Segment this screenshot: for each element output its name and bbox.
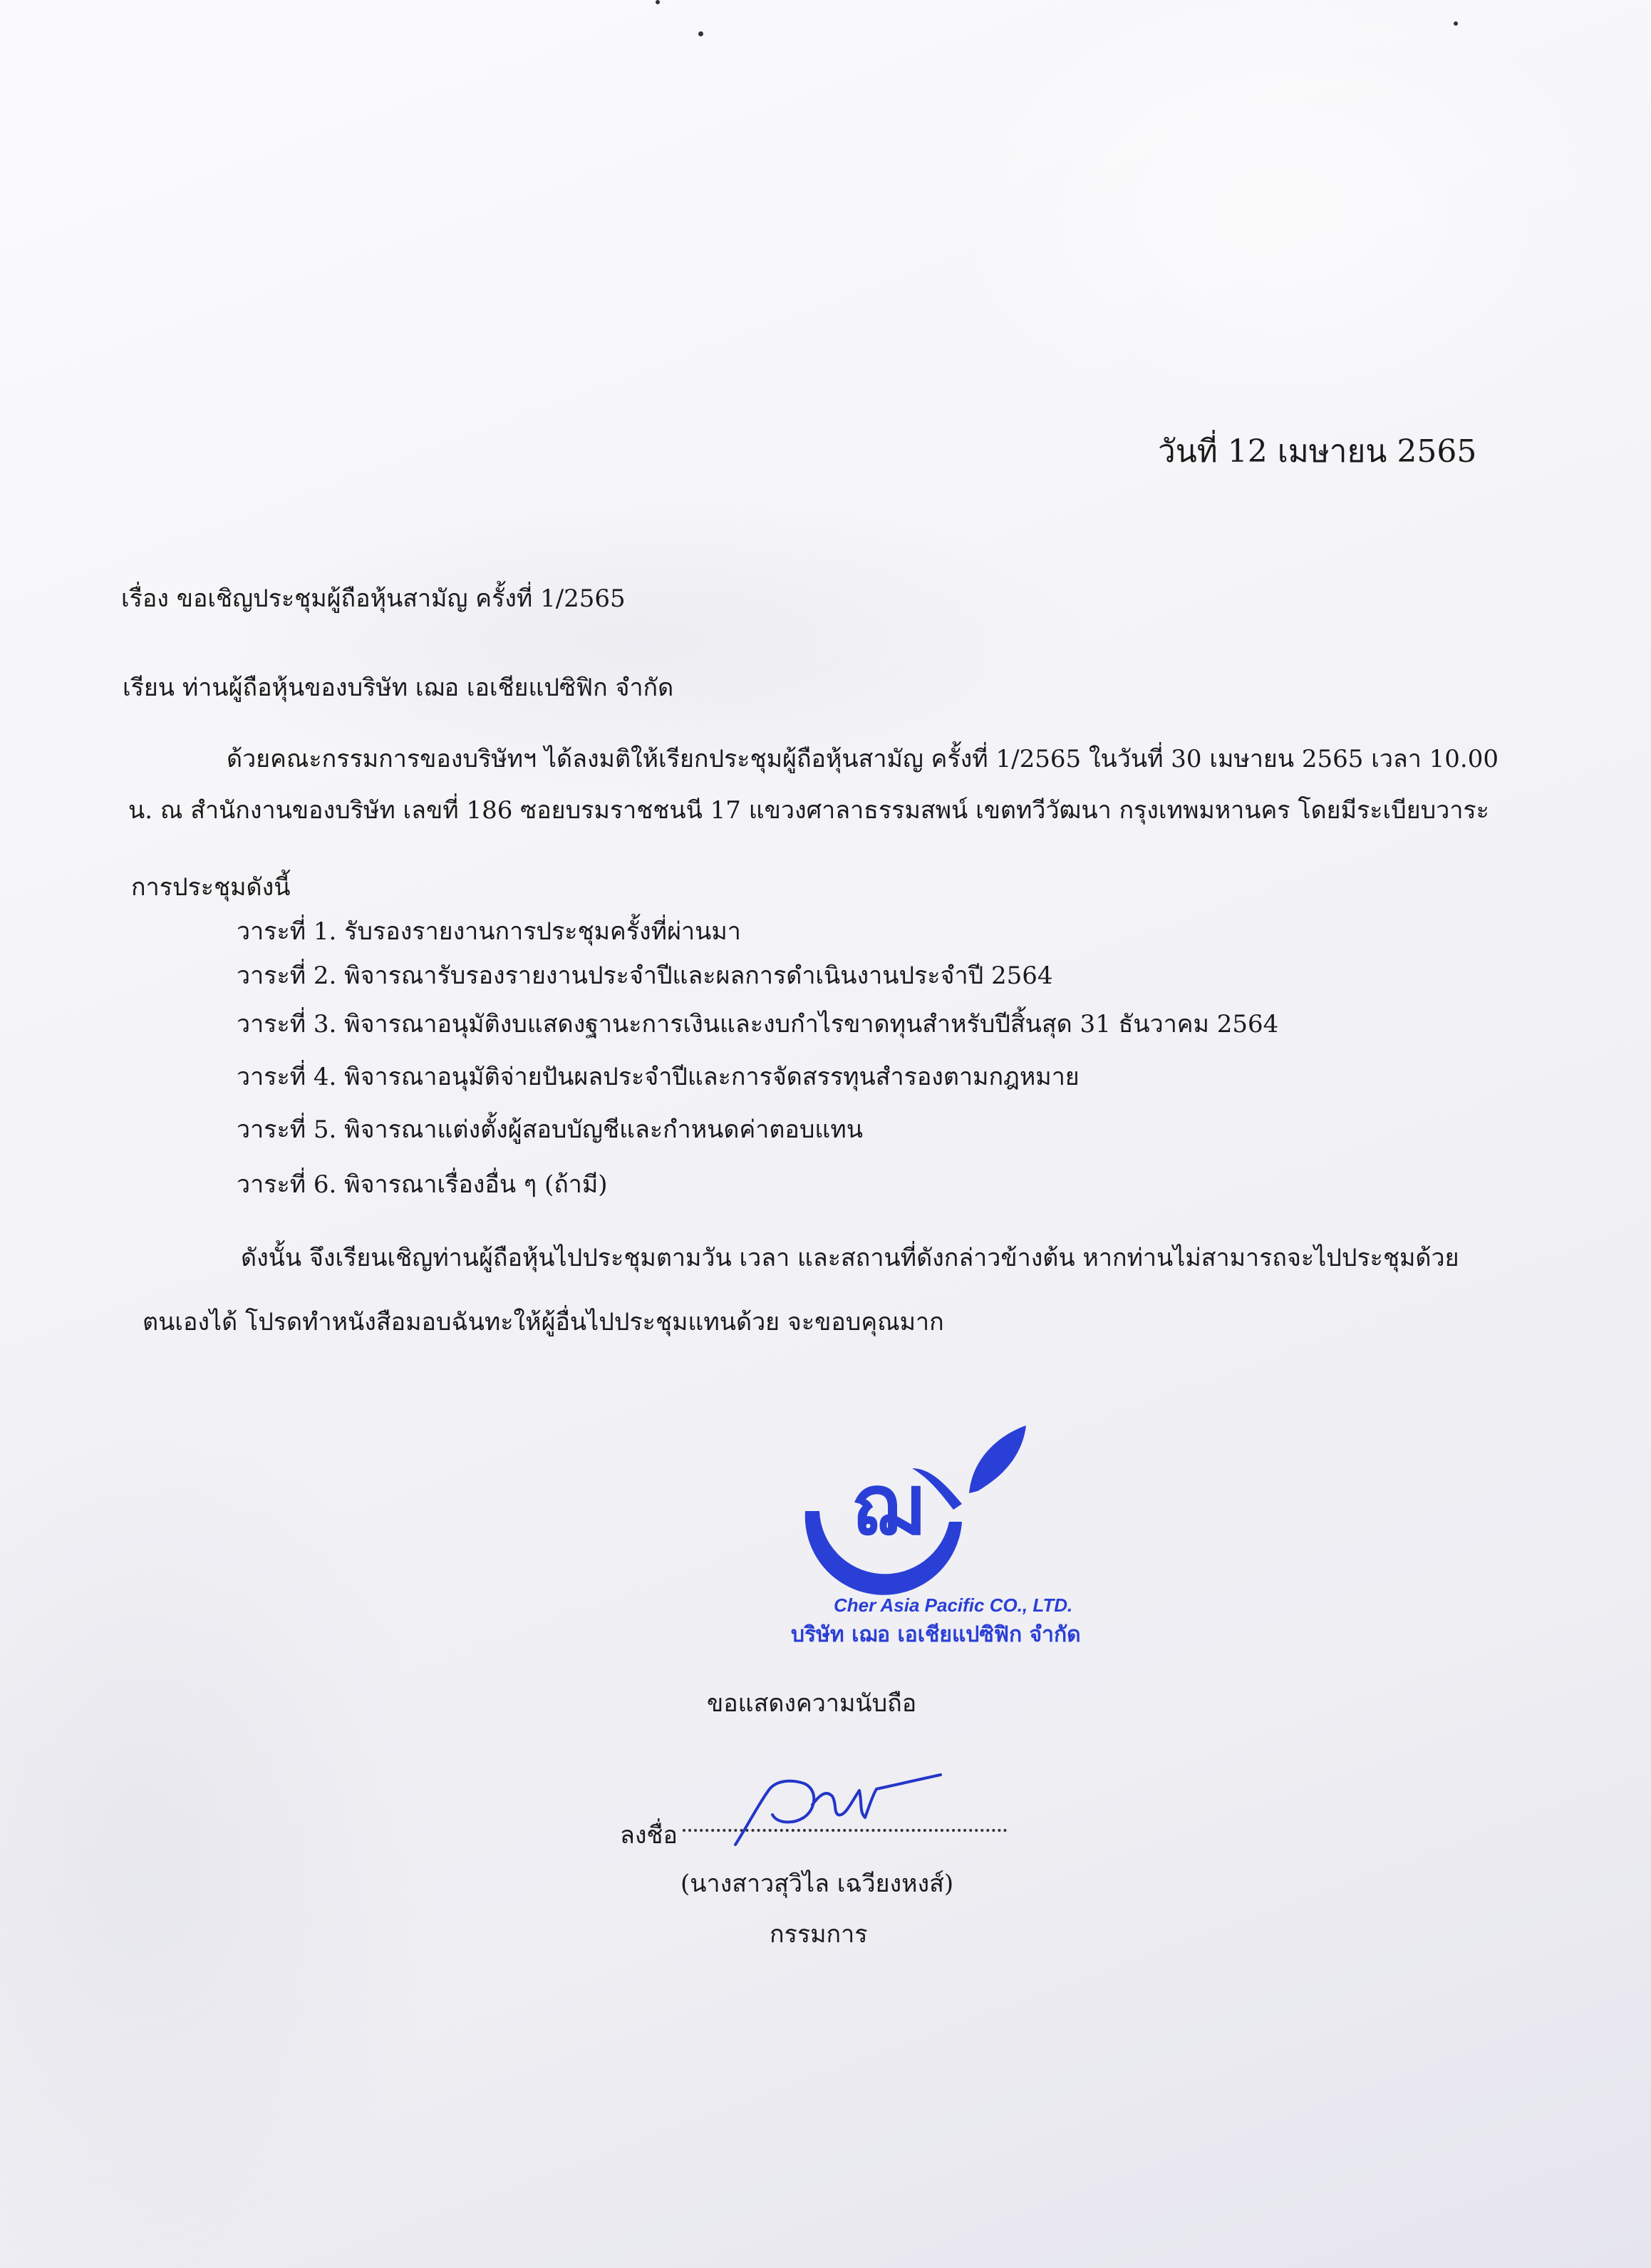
letter-subject: เรื่อง ขอเชิญประชุมผู้ถือหุ้นสามัญ ครั้งที่ 1/2565 xyxy=(121,584,626,613)
agenda-item: วาระที่ 2. พิจารณารับรองรายงานประจำปีและผลการดำเนินงานประจำปี 2564 xyxy=(237,962,1053,990)
company-stamp xyxy=(791,1426,1081,1654)
closing-paragraph-line: ตนเองได้ โปรดทำหนังสือมอบฉันทะให้ผู้อื่นไปประชุมแทนด้วย จะขอบคุณมาก xyxy=(143,1308,944,1336)
stamp-glyph: ฌ xyxy=(851,1455,923,1554)
stamp-company-en: Cher Asia Pacific CO., LTD. xyxy=(834,1594,1073,1616)
respect-closing: ขอแสดงความนับถือ xyxy=(707,1689,917,1718)
intro-paragraph-line: น. ณ สำนักงานของบริษัท เลขที่ 186 ซอยบรมราชชนนี 17 แขวงศาลาธรรมสพน์ เขตทวีวัฒนา กรุงเทพมหานคร โดยมีระเบียบวาระ xyxy=(128,796,1489,825)
letter-recipient: เรียน ท่านผู้ถือหุ้นของบริษัท เฌอ เอเชียแปซิฟิก จำกัด xyxy=(123,674,674,702)
agenda-item: วาระที่ 4. พิจารณาอนุมัติจ่ายปันผลประจำปีและการจัดสรรทุนสำรองตามกฎหมาย xyxy=(237,1063,1080,1091)
handwritten-signature xyxy=(727,1746,955,1853)
agenda-item: วาระที่ 5. พิจารณาแต่งตั้งผู้สอบบัญชีและกำหนดค่าตอบแทน xyxy=(237,1115,863,1144)
paper-speck xyxy=(656,0,660,4)
agenda-item: วาระที่ 6. พิจารณาเรื่องอื่น ๆ (ถ้ามี) xyxy=(237,1170,608,1199)
stamp-logo-icon xyxy=(791,1426,1047,1597)
signer-name: (นางสาวสุวิไล เฉวียงหงส์) xyxy=(680,1870,954,1898)
letter-date: วันที่ 12 เมษายน 2565 xyxy=(1158,433,1477,470)
closing-paragraph-line: ดังนั้น จึงเรียนเชิญท่านผู้ถือหุ้นไปประชุมตามวัน เวลา และสถานที่ดังกล่าวข้างต้น หากท่านไม่สามารถจะไปประชุมด้วย xyxy=(241,1244,1459,1272)
agenda-item: วาระที่ 1. รับรองรายงานการประชุมครั้งที่ผ่านมา xyxy=(237,917,741,946)
paper-speck xyxy=(698,31,703,36)
intro-paragraph-line: การประชุมดังนี้ xyxy=(131,873,291,902)
signer-title: กรรมการ xyxy=(770,1920,868,1949)
intro-paragraph-line: ด้วยคณะกรรมการของบริษัทฯ ได้ลงมติให้เรียกประชุมผู้ถือหุ้นสามัญ ครั้งที่ 1/2565 ในวันที่ 30 เมษายน 2565 เวลา 10.00 xyxy=(227,745,1499,773)
agenda-item: วาระที่ 3. พิจารณาอนุมัติงบแสดงฐานะการเงินและงบกำไรขาดทุนสำหรับปีสิ้นสุด 31 ธันวาคม 2564 xyxy=(237,1010,1279,1038)
paper-speck xyxy=(1454,21,1458,26)
sign-label: ลงชื่อ xyxy=(620,1821,678,1850)
stamp-company-th: บริษัท เฌอ เอเชียแปซิฟิก จำกัด xyxy=(791,1622,1081,1647)
